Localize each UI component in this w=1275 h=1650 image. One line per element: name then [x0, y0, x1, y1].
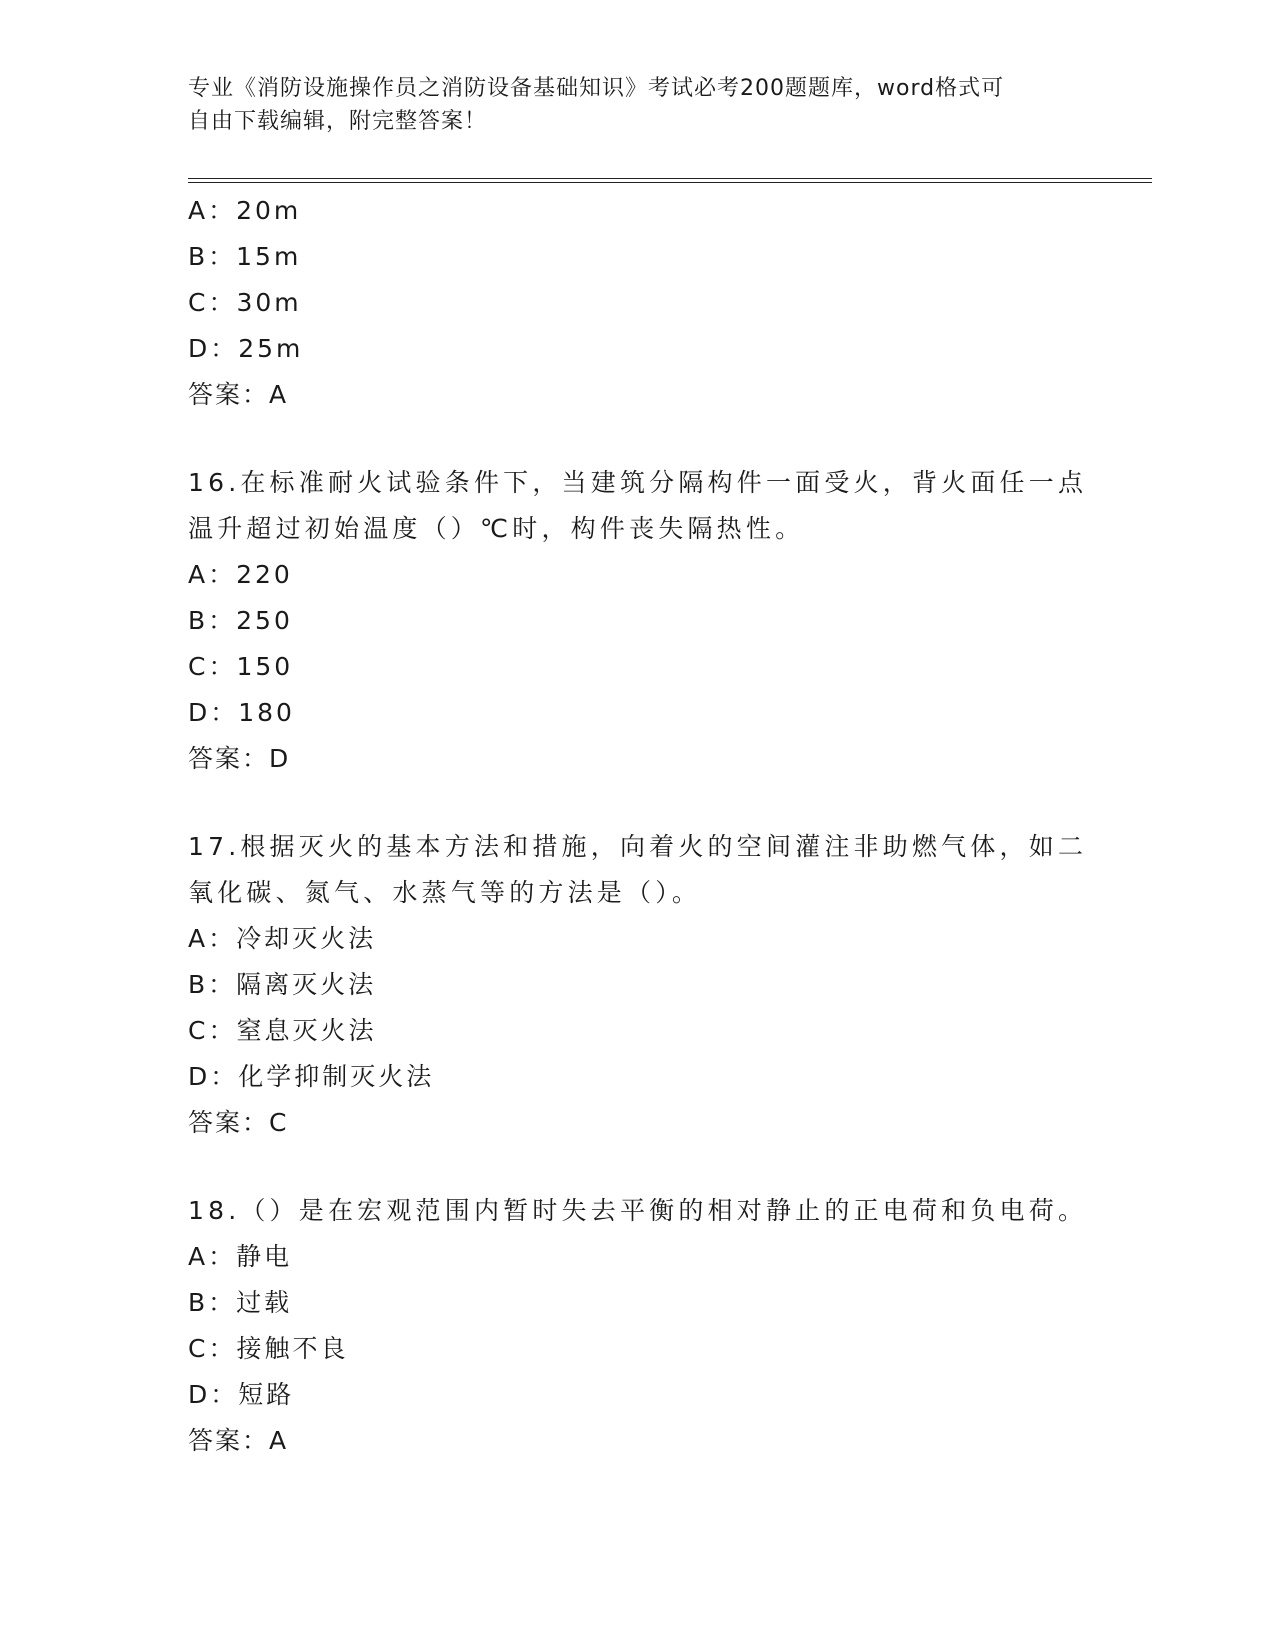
question-stem-line-2: 氧化碳、氮气、水蒸气等的方法是（）。 [188, 878, 702, 907]
option-d: D：180 [188, 698, 295, 727]
question-15 [188, 188, 1088, 418]
option-b: B：过载 [188, 1288, 293, 1317]
header-divider-top [188, 178, 1152, 179]
option-c: C：接触不良 [188, 1334, 349, 1363]
option-c: C：30m [188, 288, 302, 317]
header-divider-bottom [188, 182, 1152, 183]
option-a: A：20m [188, 196, 302, 225]
document-header [188, 72, 1068, 138]
answer: 答案：A [188, 1426, 289, 1455]
option-d: D：25m [188, 334, 304, 363]
option-d: D：短路 [188, 1380, 295, 1409]
header-line-1: 专业《消防设施操作员之消防设备基础知识》考试必考200题题库，word格式可 [188, 76, 1005, 101]
answer: 答案：C [188, 1108, 289, 1137]
question-17 [188, 824, 1088, 1146]
question-stem-line-1: 16.在标准耐火试验条件下，当建筑分隔构件一面受火，背火面任一点 [188, 468, 1088, 497]
question-stem-line-2: 温升超过初始温度（）℃时，构件丧失隔热性。 [188, 514, 805, 543]
question-stem-line-1: 17.根据灭火的基本方法和措施，向着火的空间灌注非助燃气体，如二 [188, 832, 1088, 861]
answer: 答案：D [188, 744, 291, 773]
option-c: C：窒息灭火法 [188, 1016, 377, 1045]
option-a: A：冷却灭火法 [188, 924, 377, 953]
question-list [188, 188, 1088, 1464]
option-a: A：静电 [188, 1242, 293, 1271]
option-b: B：隔离灭火法 [188, 970, 377, 999]
option-b: B：15m [188, 242, 302, 271]
option-a: A：220 [188, 560, 293, 589]
question-18 [188, 1188, 1088, 1464]
option-d: D：化学抑制灭火法 [188, 1062, 435, 1091]
header-line-2: 自由下载编辑，附完整答案！ [188, 109, 488, 134]
question-16 [188, 460, 1088, 782]
answer: 答案：A [188, 380, 289, 409]
option-b: B：250 [188, 606, 293, 635]
question-stem-line-1: 18.（）是在宏观范围内暂时失去平衡的相对静止的正电荷和负电荷。 [188, 1196, 1088, 1225]
option-c: C：150 [188, 652, 294, 681]
